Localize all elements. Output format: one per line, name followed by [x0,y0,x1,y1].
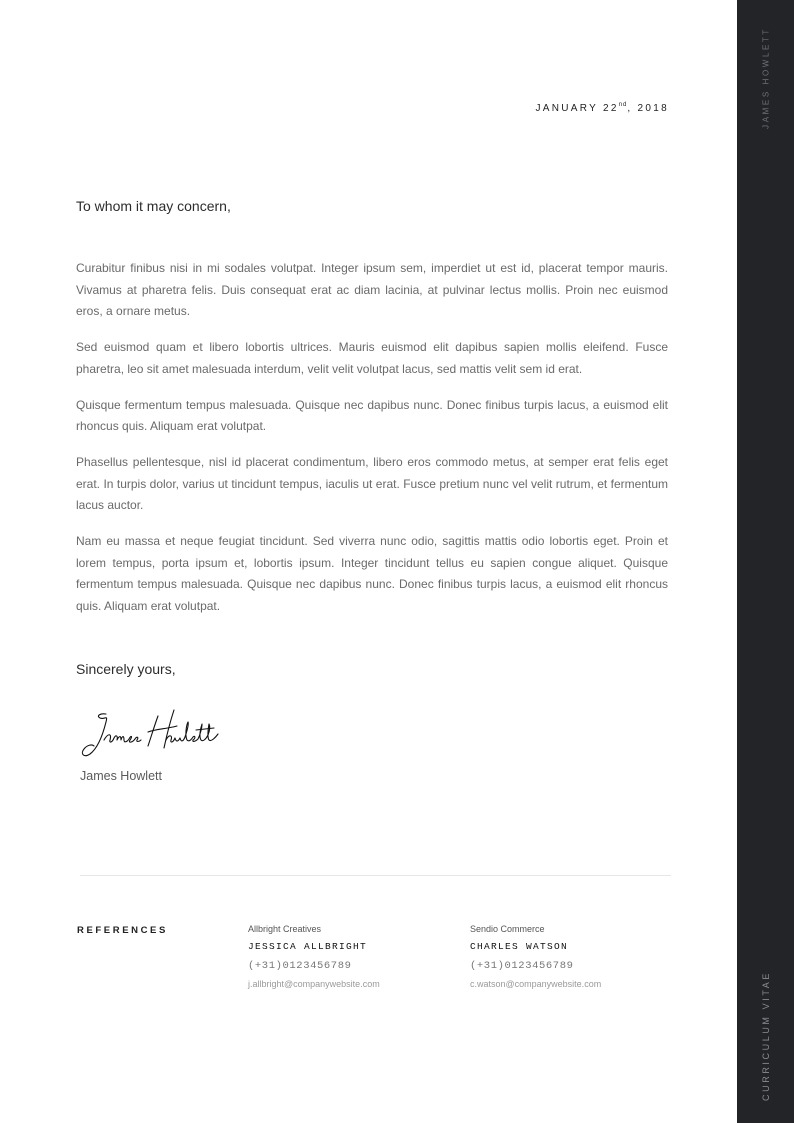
date-day: JANUARY 22 [535,103,619,114]
reference-card [470,924,670,989]
reference-name: CHARLES WATSON [470,941,569,952]
closing: Sincerely yours, [76,661,176,677]
sidebar-name-label: JAMES HOWLETT [761,27,771,129]
handwritten-signature [78,702,233,762]
body-paragraph: Phasellus pellentesque, nisl id placerat condimentum, libero eros commodo metus, at semper erat felis eget erat. In turpis dolor, varius ut tincidunt tempus, iaculis ut erat. Fusce pretium nunc vel velit rutrum, et fermentum lacus auctor. [76,454,668,513]
reference-company: Sendio Commerce [470,924,545,934]
reference-email: j.allbright@companywebsite.com [248,979,380,989]
reference-company: Allbright Creatives [248,924,322,934]
reference-phone: (+31)0123456789 [248,960,352,972]
reference-email: c.watson@companywebsite.com [470,979,602,989]
reference-name: JESSICA ALLBRIGHT [248,941,368,952]
body-paragraph: Curabitur finibus nisi in mi sodales volutpat. Integer ipsum sem, imperdiet ut est id, placerat tempor mauris. Vivamus at pharetra felis. Duis consequat erat ac diam lacinia, at pulvinar lectus mollis. Proin nec euismod eros, a ornare metus. [76,261,668,319]
signer-name: James Howlett [80,769,162,783]
body-paragraph: Sed euismod quam et libero lobortis ultrices. Mauris euismod elit dapibus sapien mollis eleifend. Fusce pharetra, leo sit amet malesuada interdum, velit velit volutpat lacus, sed mattis velit sem id erat. [76,340,668,376]
date-ordinal: nd [618,102,628,108]
letter-body [76,258,668,632]
sidebar-panel [737,0,794,1123]
reference-phone: (+31)0123456789 [470,960,574,972]
body-paragraph: Quisque fermentum tempus malesuada. Quisque nec dapibus nunc. Donec finibus turpis lacus, a euismod elit rhoncus quis. Aliquam erat volutpat. [76,397,668,434]
references-heading: REFERENCES [77,925,168,936]
section-divider [80,875,671,876]
reference-card [248,924,448,989]
date-year: , 2018 [627,103,669,114]
body-paragraph: Nam eu massa et neque feugiat tincidunt. Sed viverra nunc odio, sagittis mattis odio lobortis eget. Proin et lorem tempus, porta ipsum et, lobortis ipsum. Integer tincidunt tellus eu sapien congue aliquet. Quisque fermentum tempus malesuada. Quisque nec dapibus nunc. Donec finibus turpis lacus, a euismod elit rhoncus quis. Aliquam erat volutpat. [76,534,668,614]
sidebar-document-type-label: CURRICULUM VITAE [761,971,771,1101]
salutation: To whom it may concern, [76,198,231,214]
letter-date [535,102,669,114]
